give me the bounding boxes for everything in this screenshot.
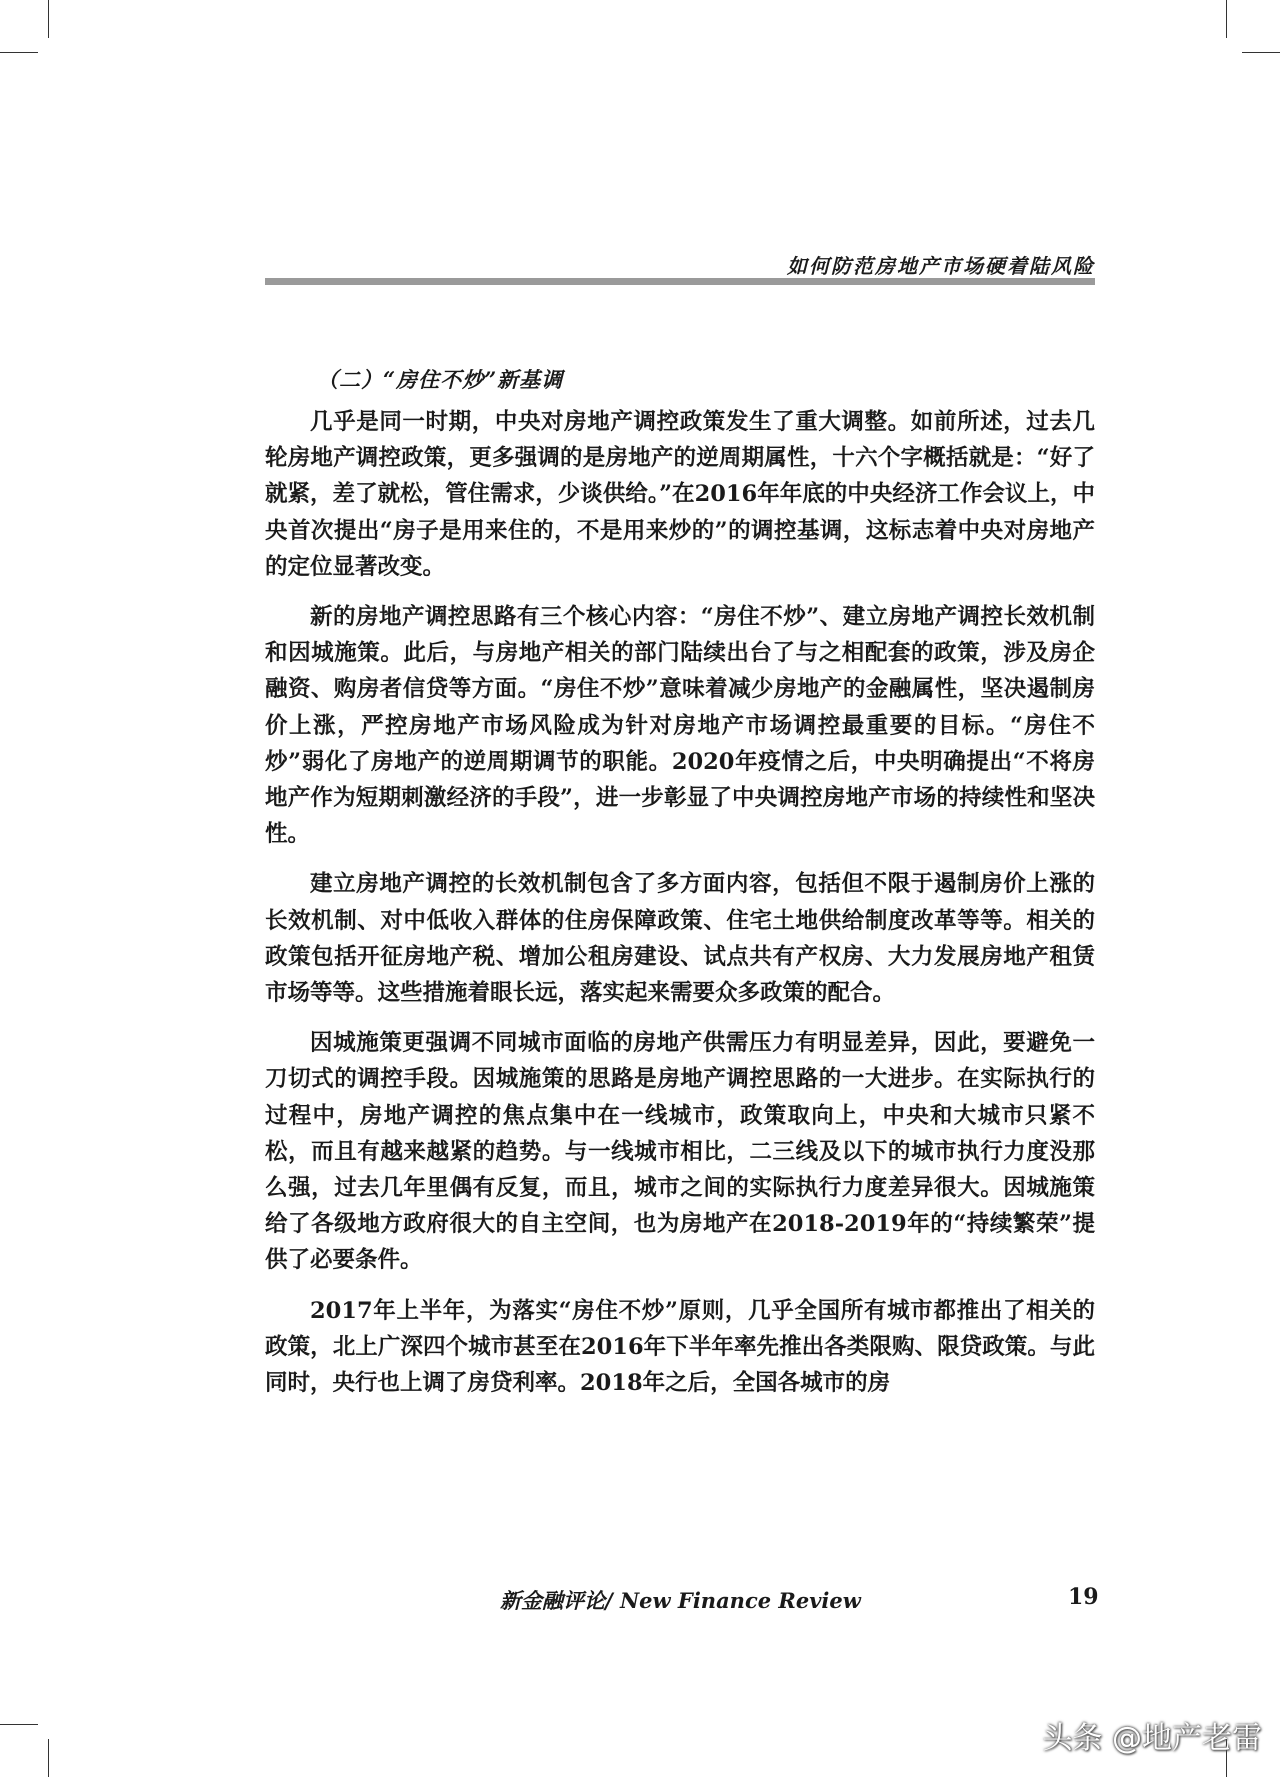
crop-mark-top-left-v bbox=[48, 0, 49, 38]
article-body bbox=[265, 362, 1095, 1415]
crop-mark-top-right-h bbox=[1242, 52, 1280, 53]
crop-mark-top-left-h bbox=[0, 52, 38, 53]
paragraph: 建立房地产调控的长效机制包含了多方面内容，包括但不限于遏制房价上涨的长效机制、对中低收入群体的住房保障政策、住宅土地供给制度改革等等。相关的政策包括开征房地产税、增加公租房建设、试点共有产权房、大力发展房地产租赁市场等等。这些措施着眼长远，落实起来需要众多政策的配合。 bbox=[265, 871, 1095, 1007]
paragraph: 2017年上半年，为落实“房住不炒”原则，几乎全国所有城市都推出了相关的政策，北上广深四个城市甚至在2016年下半年率先推出各类限购、限贷政策。与此同时，央行也上调了房贷利率。2018年之后，全国各城市的房 bbox=[265, 1297, 1095, 1397]
crop-mark-bottom-left-v bbox=[48, 1739, 49, 1777]
footer-journal-name: 新金融评论/ New Finance Review bbox=[500, 1588, 861, 1613]
paragraph: 新的房地产调控思路有三个核心内容：“房住不炒”、建立房地产调控长效机制和因城施策。此后，与房地产相关的部门陆续出台了与之相配套的政策，涉及房企融资、购房者信贷等方面。“房住不炒”意味着减少房地产的金融属性，坚决遏制房价上涨，严控房地产市场风险成为针对房地产市场调控最重要的目标。“房住不炒”弱化了房地产的逆周期调节的职能。2020年疫情之后，中央明确提出“不将房地产作为短期刺激经济的手段”，进一步彰显了中央调控房地产市场的持续性和坚决性。 bbox=[265, 604, 1095, 848]
crop-mark-bottom-left-h bbox=[0, 1724, 38, 1725]
paragraph: 因城施策更强调不同城市面临的房地产供需压力有明显差异，因此，要避免一刀切式的调控手段。因城施策的思路是房地产调控思路的一大进步。在实际执行的过程中，房地产调控的焦点集中在一线城市，政策取向上，中央和大城市只紧不松，而且有越来越紧的趋势。与一线城市相比，二三线及以下的城市执行力度没那么强，过去几年里偶有反复，而且，城市之间的实际执行力度差异很大。因城施策给了各级地方政府很大的自主空间，也为房地产在2018-2019年的“持续繁荣”提供了必要条件。 bbox=[265, 1030, 1095, 1274]
paragraph: 几乎是同一时期，中央对房地产调控政策发生了重大调整。如前所述，过去几轮房地产调控政策，更多强调的是房地产的逆周期属性，十六个字概括就是：“好了就紧，差了就松，管住需求，少谈供给。”在2016年年底的中央经济工作会议上，中央首次提出“房子是用来住的，不是用来炒的”的调控基调，这标志着中央对房地产的定位显著改变。 bbox=[265, 409, 1095, 580]
crop-mark-top-right-v bbox=[1226, 0, 1227, 38]
section-heading: （二）“房住不炒”新基调 bbox=[317, 367, 564, 392]
watermark: 头条 @地产老雷 bbox=[1042, 1721, 1262, 1756]
running-header-title: 如何防范房地产市场硬着陆风险 bbox=[787, 254, 1095, 278]
page-number: 19 bbox=[1068, 1584, 1099, 1610]
header-rule bbox=[265, 278, 1095, 285]
